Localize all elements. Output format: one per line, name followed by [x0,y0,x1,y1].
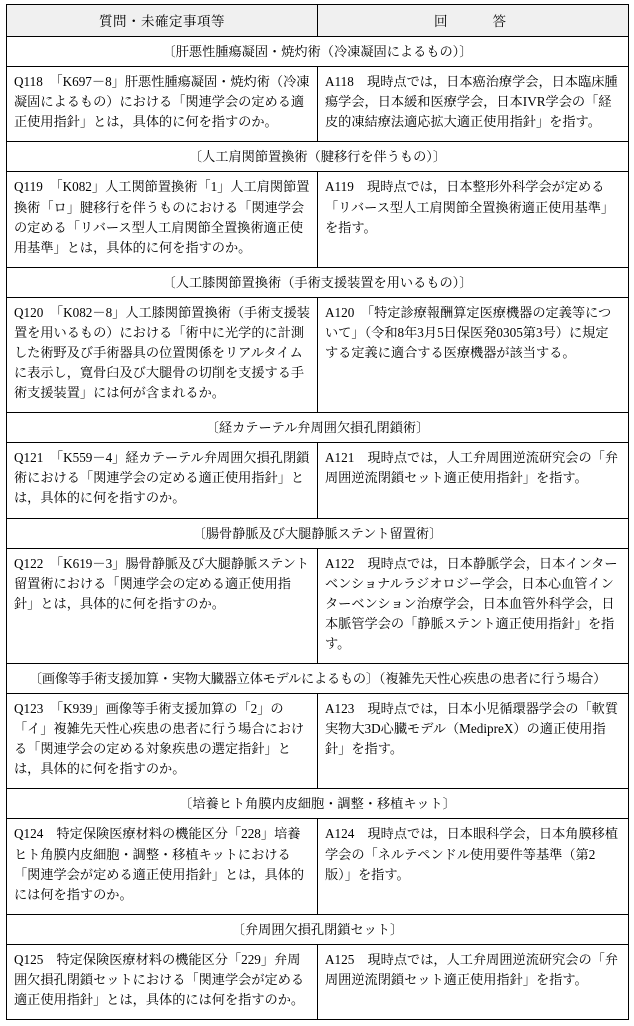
table-row [7,694,629,789]
answer-cell: A125 現時点では，人工弁周囲逆流研究会の「弁周囲逆流閉鎖セット適正使用指針」を指す。 [318,944,629,1019]
section-row [7,413,629,443]
section-row [7,663,629,693]
answer-cell: A119 現時点では，日本整形外科学会が定める「リバース型人工肩関節全置換術適正使用基準」を指す。 [318,172,629,267]
question-cell: Q118 「K697－8」肝悪性腫瘍凝固・焼灼術（冷凍凝固によるもの）における「関連学会の定める適正使用指針」とは，具体的に何を指すのか。 [7,67,318,142]
section-title: 〔人工肩関節置換術（腱移行を伴うもの）〕 [7,142,629,172]
answer-cell: A124 現時点では，日本眼科学会，日本角膜移植学会の「ネルテペンドル使用要件等基準（第2版）」を指す。 [318,819,629,914]
table-row [7,443,629,518]
section-title: 〔経カテーテル弁周囲欠損孔閉鎖術〕 [7,413,629,443]
table-header-row [7,5,629,37]
answer-cell: A122 現時点では，日本静脈学会，日本インターベンショナルラジオロジー学会，日本心血管インターベンション治療学会，日本血管外科学会，日本脈管学会の「静脈ステント適正使用指針」を指す。 [318,548,629,663]
section-title: 〔培養ヒト角膜内皮細胞・調整・移植キット〕 [7,789,629,819]
column-header-question: 質問・未確定事項等 [7,5,318,37]
section-title: 〔肝悪性腫瘍凝固・焼灼術（冷凍凝固によるもの）〕 [7,37,629,67]
answer-cell: A118 現時点では，日本癌治療学会，日本臨床腫瘍学会，日本緩和医療学会，日本IVR学会の「経皮的凍結療法適応拡大適正使用指針」を指す。 [318,67,629,142]
section-title: 〔人工膝関節置換術（手術支援装置を用いるもの）〕 [7,267,629,297]
question-cell: Q124 特定保険医療材料の機能区分「228」培養ヒト角膜内皮細胞・調整・移植キットにおける「関連学会が定める適正使用指針」とは，具体的には何を指すのか。 [7,819,318,914]
question-cell: Q119 「K082」人工関節置換術「1」人工肩関節置換術「ロ」腱移行を伴うものにおける「関連学会の定める「リバース型人工肩関節全置換術適正使用基準」とは，具体的に何を指すのか。 [7,172,318,267]
section-title: 〔画像等手術支援加算・実物大臓器立体モデルによるもの〕（複雑先天性心疾患の患者に行う場合） [7,663,629,693]
table-row [7,297,629,412]
section-row [7,37,629,67]
column-header-answer [318,5,629,37]
column-header-answer-label: 回 答 [434,14,512,29]
answer-cell: A120 「特定診療報酬算定医療機器の定義等について」（令和8年3月5日保医発0305第3号）に規定する定義に適合する医療機器が該当する。 [318,297,629,412]
question-cell: Q120 「K082－8」人工膝関節置換術（手術支援装置を用いるもの）における「術中に光学的に計測した術野及び手術器具の位置関係をリアルタイムに表示し，寛骨臼及び大腿骨の切削を支援する手術支援装置」には何が含まれるか。 [7,297,318,412]
section-row [7,914,629,944]
section-row [7,142,629,172]
answer-cell: A121 現時点では，人工弁周囲逆流研究会の「弁周囲逆流閉鎖セット適正使用指針」を指す。 [318,443,629,518]
section-row [7,789,629,819]
table-row [7,67,629,142]
question-cell: Q125 特定保険医療材料の機能区分「229」弁周囲欠損孔閉鎖セットにおける「関連学会が定める適正使用指針」とは，具体的には何を指すのか。 [7,944,318,1019]
question-cell: Q123 「K939」画像等手術支援加算の「2」の「イ」複雑先天性心疾患の患者に行う場合における「関連学会の定める対象疾患の選定指針」とは，具体的に何を指すのか。 [7,694,318,789]
table-row [7,548,629,663]
table-row [7,172,629,267]
qa-table-body [7,37,629,1020]
question-cell: Q122 「K619－3」腸骨静脈及び大腿静脈ステント留置術における「関連学会の定める適正使用指針」とは，具体的に何を指すのか。 [7,548,318,663]
section-title: 〔弁周囲欠損孔閉鎖セット〕 [7,914,629,944]
answer-cell: A123 現時点では，日本小児循環器学会の「軟質実物大3D心臓モデル（MedipreX）の適正使用指針」を指す。 [318,694,629,789]
question-cell: Q121 「K559－4」経カテーテル弁周囲欠損孔閉鎖術における「関連学会の定める適正使用指針」とは，具体的に何を指すのか。 [7,443,318,518]
table-row [7,819,629,914]
qa-table [6,4,629,1020]
section-row [7,267,629,297]
table-row [7,944,629,1019]
section-title: 〔腸骨静脈及び大腿静脈ステント留置術〕 [7,518,629,548]
section-row [7,518,629,548]
